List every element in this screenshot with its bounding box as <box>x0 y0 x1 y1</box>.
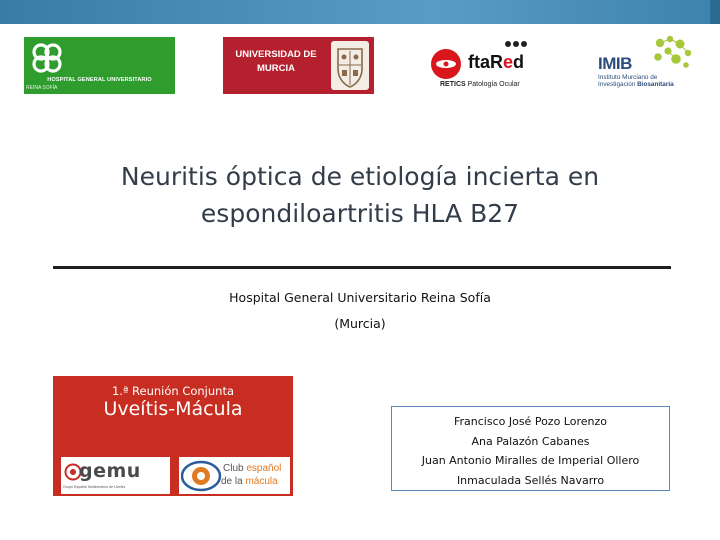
meeting-banner-line1: 1.ª Reunión Conjunta <box>111 384 235 398</box>
imib-desc-line2-a: Investigación <box>598 81 638 89</box>
gemu-logo <box>61 457 170 494</box>
club-macula-line1 <box>223 463 281 474</box>
imib-desc-line2-b: Biosanitaria <box>637 81 674 89</box>
hospital-logo <box>24 37 175 94</box>
club-macula-logo <box>179 457 290 494</box>
author-name: Ana Palazón Cabanes <box>471 434 590 448</box>
affiliation-line1: Hospital General Universitario Reina Sofía <box>229 290 491 305</box>
university-logo <box>223 37 374 94</box>
club-macula-line2 <box>221 476 278 487</box>
author-name: Juan Antonio Miralles de Imperial Ollero <box>421 454 640 467</box>
hospital-logo-subname: REINA SOFÍA <box>26 85 58 91</box>
university-logo-line2: MURCIA <box>257 63 295 74</box>
oftared-word-d: d <box>513 52 525 72</box>
slide-title <box>80 158 640 232</box>
club-macula-eye-icon <box>181 459 225 493</box>
oftared-subtitle <box>440 81 520 88</box>
oftared-wordmark <box>468 52 524 73</box>
imib-name: IMIB <box>598 54 632 73</box>
affiliation <box>160 285 560 337</box>
slide-title-line2: espondiloartritis HLA B27 <box>200 199 520 228</box>
oftared-word-c: e <box>503 52 514 72</box>
university-crest-icon <box>331 41 369 90</box>
oftared-word-b: R <box>490 52 503 72</box>
imib-description <box>598 74 698 89</box>
authors-box <box>391 406 670 491</box>
meeting-banner <box>53 376 293 496</box>
oftared-logo <box>424 37 556 97</box>
slide-title-line1: Neuritis óptica de etiología incierta en <box>120 162 600 191</box>
university-logo-line1: UNIVERSIDAD DE <box>235 49 317 60</box>
gemu-wordmark: gemu <box>79 460 141 482</box>
header-bar <box>0 0 720 24</box>
header-bar-end <box>710 0 720 24</box>
oftared-sub-bold: RETICS <box>440 81 466 88</box>
title-divider <box>53 266 671 269</box>
oftared-sub-rest: Patología Ocular <box>467 81 520 88</box>
author-name: Inmaculada Sellés Navarro <box>456 473 605 487</box>
author-name: Francisco José Pozo Lorenzo <box>453 415 607 428</box>
club-line1-a: Club <box>223 463 247 474</box>
imib-desc-line2 <box>598 81 698 88</box>
hospital-logo-mark-icon <box>30 41 64 75</box>
oftared-word-a: fta <box>468 52 490 72</box>
club-line1-b: español <box>246 463 282 474</box>
gemu-subtitle: Grupo Español Multicéntrico de Uveítis <box>63 485 126 489</box>
hospital-logo-name: HOSPITAL GENERAL UNIVERSITARIO <box>47 77 152 83</box>
club-line2-b: mácula <box>245 476 278 487</box>
affiliation-line2: (Murcia) <box>334 316 386 331</box>
club-line2-a: de la <box>221 476 246 487</box>
imib-logo <box>598 37 698 97</box>
imib-desc-line1: Instituto Murciano de <box>598 74 658 81</box>
meeting-banner-line2: Uveítis-Mácula <box>103 398 243 420</box>
